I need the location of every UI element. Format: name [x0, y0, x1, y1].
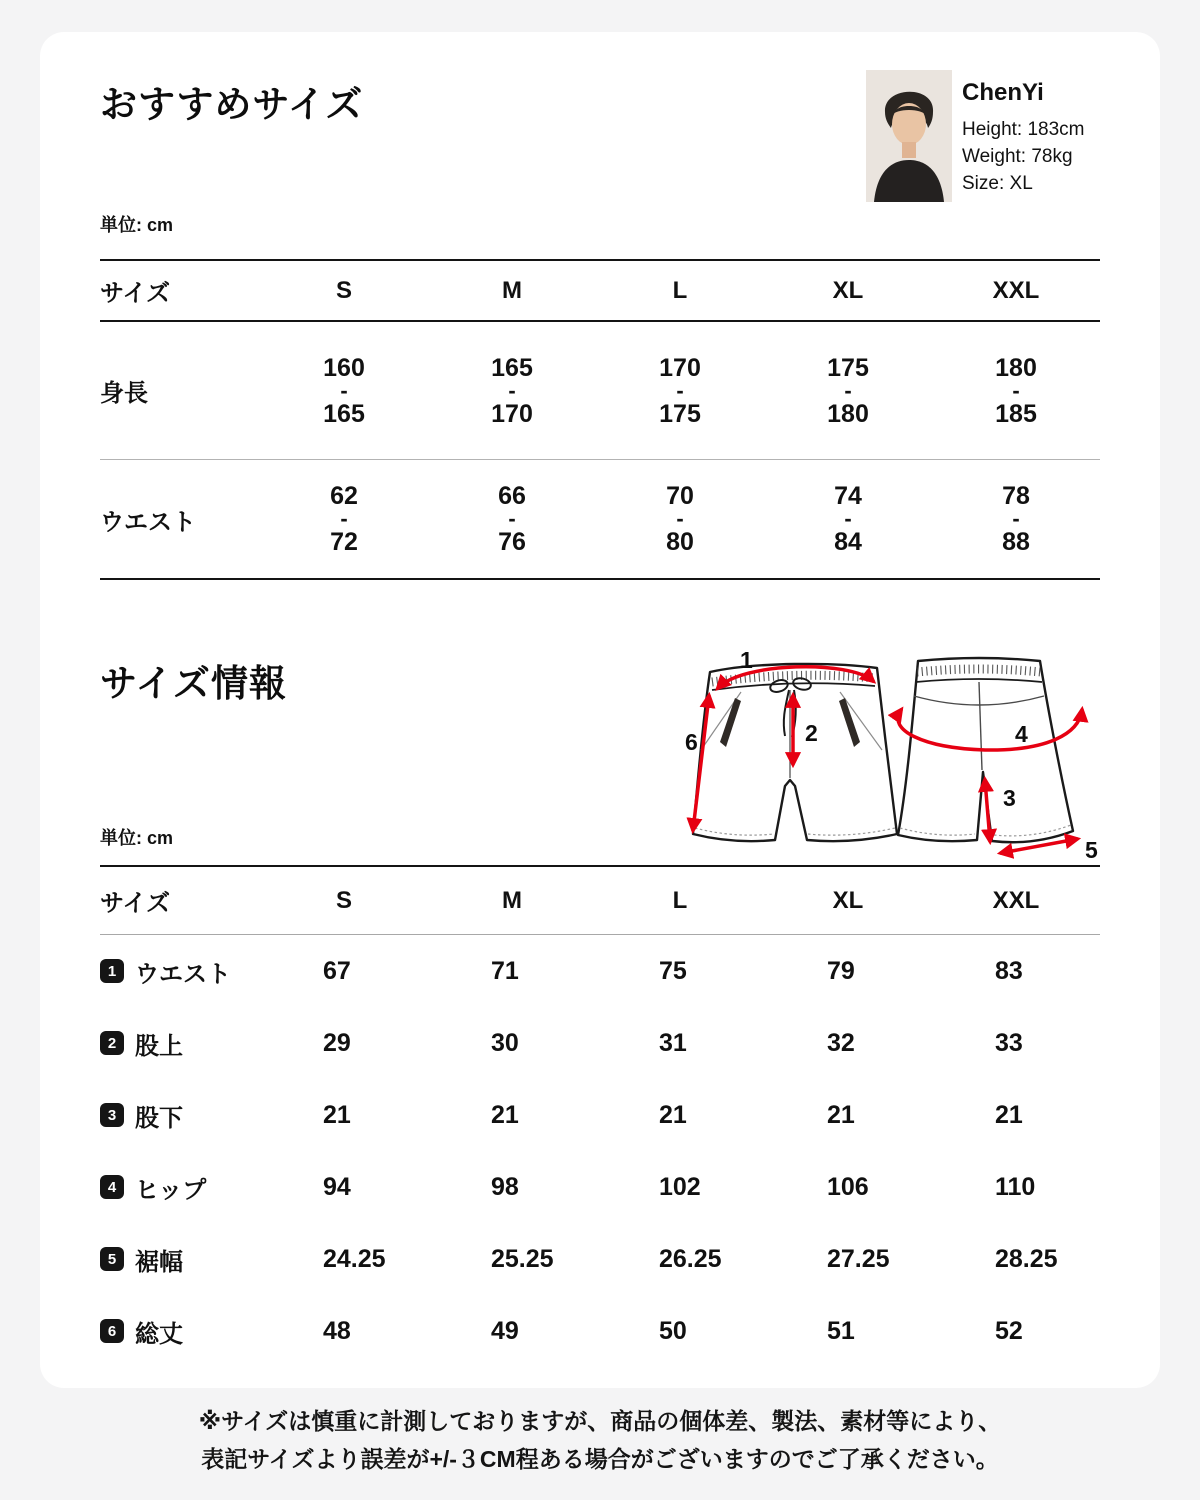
- size-value-cell: 83: [995, 956, 1023, 985]
- size-guide-card: [40, 32, 1160, 1388]
- size-info-header-row: [100, 867, 1100, 935]
- row-number-badge: 6: [100, 1319, 124, 1343]
- range-separator: -: [676, 506, 684, 531]
- range-min: 170: [659, 353, 701, 382]
- footer-note: [0, 1402, 1200, 1478]
- range-separator: -: [508, 377, 516, 403]
- row-label-text: 総丈: [135, 1320, 183, 1348]
- size-info-row-label: [100, 1170, 260, 1205]
- size-info-col-header: M: [502, 886, 522, 914]
- range-min: 180: [995, 353, 1037, 382]
- size-info-row-label: [100, 954, 260, 989]
- size-info-row: [100, 1079, 1100, 1151]
- range-max: 180: [827, 399, 869, 428]
- range-cell: [260, 483, 428, 555]
- size-value-cell: 75: [659, 956, 687, 985]
- recommended-size-title: おすすめサイズ: [100, 84, 364, 125]
- range-separator: -: [340, 377, 348, 403]
- recommended-col-header: L: [672, 276, 688, 304]
- row-label-text: ヒップ: [135, 1176, 207, 1204]
- recommended-row-label: 身長: [100, 380, 148, 407]
- range-cell: [932, 483, 1100, 555]
- row-label-text: ウエスト: [135, 960, 231, 988]
- size-info-row: [100, 1007, 1100, 1079]
- size-info-col-header: S: [335, 886, 352, 914]
- size-value-cell: 26.25: [659, 1244, 722, 1273]
- size-info-col-header: L: [672, 886, 688, 914]
- size-value-cell: 30: [491, 1028, 519, 1057]
- size-value-cell: 28.25: [995, 1244, 1058, 1273]
- size-info-row: [100, 1295, 1100, 1367]
- model-info-block: [962, 78, 1085, 197]
- size-info-row-label: [100, 1026, 260, 1061]
- range-max: 84: [834, 528, 862, 556]
- range-min: 62: [330, 482, 358, 510]
- diagram-label-inseam: 3: [1003, 785, 1016, 811]
- row-label-text: 裾幅: [135, 1248, 183, 1276]
- recommended-table-row: [100, 460, 1100, 580]
- range-cell: [764, 483, 932, 555]
- model-size: Size: XL: [962, 173, 1033, 194]
- row-number-badge: 4: [100, 1175, 124, 1199]
- diagram-label-rise: 2: [805, 720, 818, 746]
- recommended-size-table: [100, 259, 1100, 580]
- range-separator: -: [1012, 506, 1020, 531]
- range-cell: [764, 355, 932, 427]
- size-value-cell: 27.25: [827, 1244, 890, 1273]
- range-min: 175: [827, 353, 869, 382]
- size-info-col-header: サイズ: [100, 890, 171, 917]
- range-cell: [428, 355, 596, 427]
- size-value-cell: 21: [323, 1100, 351, 1129]
- size-value-cell: 98: [491, 1172, 519, 1201]
- range-min: 70: [666, 482, 694, 510]
- range-min: 66: [498, 482, 526, 510]
- size-info-title: サイズ情報: [100, 663, 288, 704]
- size-value-cell: 110: [995, 1172, 1036, 1201]
- size-info-row: [100, 1151, 1100, 1223]
- size-info-row: [100, 1223, 1100, 1295]
- range-max: 76: [498, 528, 526, 556]
- unit-label-size-info: 単位: cm: [100, 828, 174, 848]
- model-height: Height: 183cm: [962, 119, 1085, 140]
- range-max: 170: [491, 399, 533, 428]
- shorts-measurement-diagram: [685, 638, 1115, 860]
- size-value-cell: 94: [323, 1172, 351, 1201]
- range-cell: [260, 355, 428, 427]
- size-value-cell: 71: [491, 956, 519, 985]
- range-max: 185: [995, 399, 1037, 428]
- size-info-row: [100, 935, 1100, 1007]
- size-value-cell: 49: [491, 1316, 519, 1345]
- size-value-cell: 50: [659, 1316, 687, 1345]
- size-info-col-header: XL: [832, 886, 864, 914]
- range-min: 78: [1002, 482, 1030, 510]
- recommended-col-header: M: [502, 276, 522, 304]
- recommended-col-header: XL: [832, 276, 864, 304]
- recommended-table-row: [100, 322, 1100, 460]
- size-info-table: [100, 865, 1100, 1367]
- size-value-cell: 79: [827, 956, 855, 985]
- recommended-col-header: サイズ: [100, 280, 171, 307]
- row-number-badge: 5: [100, 1247, 124, 1271]
- range-cell: [596, 483, 764, 555]
- range-separator: -: [340, 506, 348, 531]
- diagram-label-hem-width: 5: [1085, 837, 1098, 860]
- range-cell: [596, 355, 764, 427]
- front-shorts-drawing: [693, 664, 897, 841]
- range-min: 74: [834, 482, 862, 510]
- range-cell: [932, 355, 1100, 427]
- range-cell: [428, 483, 596, 555]
- size-value-cell: 21: [659, 1100, 687, 1129]
- recommended-col-header: XXL: [992, 276, 1040, 304]
- model-name: ChenYi: [962, 79, 1044, 106]
- row-label-text: 股上: [135, 1032, 183, 1060]
- footer-note-line1: ※サイズは慎重に計測しておりますが、商品の個体差、製法、素材等により、: [198, 1408, 1002, 1434]
- unit-label-recommended: 単位: cm: [100, 215, 174, 235]
- model-weight: Weight: 78kg: [962, 146, 1073, 167]
- size-value-cell: 24.25: [323, 1244, 386, 1273]
- size-info-row-label: [100, 1242, 260, 1277]
- range-min: 165: [491, 353, 533, 382]
- size-value-cell: 51: [827, 1316, 855, 1345]
- row-label-text: 股下: [135, 1104, 183, 1132]
- range-max: 72: [330, 528, 358, 556]
- size-value-cell: 102: [659, 1172, 701, 1201]
- recommended-table-header-row: [100, 261, 1100, 322]
- size-info-row-label: [100, 1098, 260, 1133]
- range-max: 88: [1002, 528, 1030, 556]
- row-number-badge: 3: [100, 1103, 124, 1127]
- size-value-cell: 31: [659, 1028, 687, 1057]
- size-value-cell: 21: [995, 1100, 1023, 1129]
- range-max: 165: [323, 399, 365, 428]
- diagram-label-total-length: 6: [685, 729, 698, 755]
- size-value-cell: 21: [491, 1100, 519, 1129]
- size-value-cell: 106: [827, 1172, 869, 1201]
- size-value-cell: 33: [995, 1028, 1023, 1057]
- size-value-cell: 29: [323, 1028, 351, 1057]
- range-separator: -: [1012, 377, 1020, 403]
- size-value-cell: 21: [827, 1100, 855, 1129]
- range-min: 160: [323, 353, 365, 382]
- footer-note-line2: 表記サイズより誤差が+/-３CM程ある場合がございますのでご了承ください。: [201, 1446, 999, 1472]
- recommended-row-label: ウエスト: [100, 508, 196, 536]
- recommended-col-header: S: [335, 276, 352, 304]
- range-separator: -: [844, 506, 852, 531]
- range-separator: -: [508, 506, 516, 531]
- size-value-cell: 67: [323, 956, 351, 985]
- size-value-cell: 48: [323, 1316, 351, 1345]
- model-photo-placeholder: [866, 70, 952, 202]
- size-value-cell: 32: [827, 1028, 855, 1057]
- diagram-label-waist: 1: [740, 647, 753, 673]
- range-separator: -: [676, 377, 684, 403]
- row-number-badge: 1: [100, 959, 124, 983]
- size-info-col-header: XXL: [992, 886, 1040, 914]
- size-info-row-label: [100, 1314, 260, 1349]
- size-value-cell: 25.25: [491, 1244, 554, 1273]
- range-max: 175: [659, 399, 701, 428]
- diagram-label-hip: 4: [1015, 721, 1028, 747]
- range-max: 80: [666, 528, 694, 556]
- row-number-badge: 2: [100, 1031, 124, 1055]
- size-value-cell: 52: [995, 1316, 1023, 1345]
- range-separator: -: [844, 377, 852, 403]
- model-photo: [866, 70, 952, 202]
